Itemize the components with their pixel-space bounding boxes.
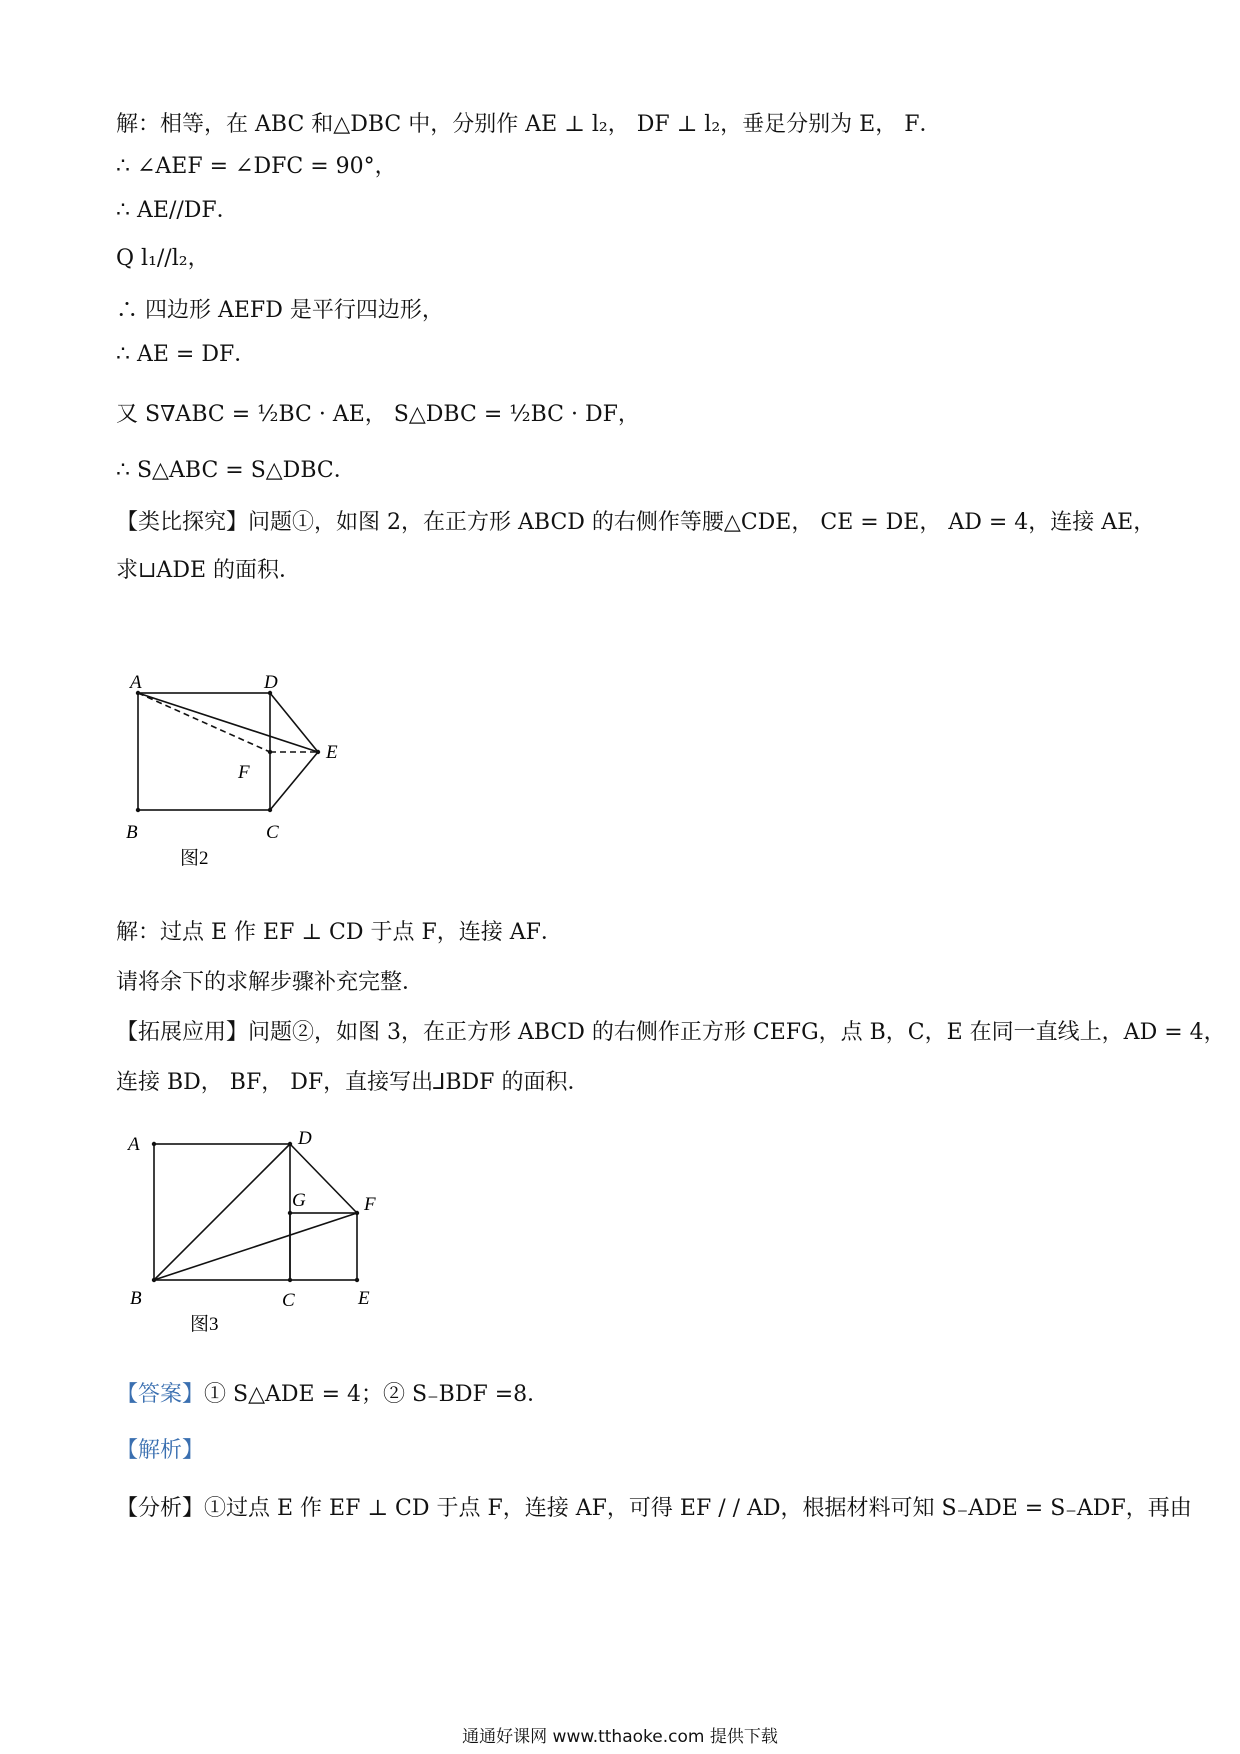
segment-ae [138,693,318,752]
solution-line-2: ∴ ∠AEF = ∠DFC = 90°， [116,154,397,179]
label-a: A [130,672,142,693]
figure-2 [118,668,358,878]
analysis-tag: 【解析】 [116,1438,205,1463]
solution-line-6: ∴ AE = DF． [116,342,257,367]
solution-line-4: Q l₁//l₂， [116,246,210,271]
problem1-line-2: 求⊔ADE 的面积． [116,558,302,583]
figure-3 [118,1128,408,1338]
answer-text: ① S△ADE = 4；② S₋BDF =8． [204,1382,550,1407]
answer-tag: 【答案】 [116,1382,205,1407]
segment-de [270,693,318,752]
label-a: A [128,1134,140,1155]
label-b: B [126,822,138,843]
problem1-line-1: 【类比探究】问题①，如图 2，在正方形 ABCD 的右侧作等腰△CDE， CE = DE， AD = 4，连接 AE， [116,510,1156,535]
label-e: E [358,1288,370,1309]
label-d: D [264,672,278,693]
label-c: C [282,1290,295,1311]
label-f: F [364,1194,376,1215]
answer-line [116,1380,549,1410]
solution-line-8: ∴ S△ABC = S△DBC． [116,458,356,483]
problem2-line-2: 连接 BD， BF， DF，直接写出⅃BDF 的面积． [116,1070,590,1095]
solution-step-line: 解：过点 E 作 EF ⊥ CD 于点 F，连接 AF． [116,920,563,945]
segment-bd [154,1144,290,1280]
square-cefg [290,1213,357,1280]
segment-af [138,693,270,752]
label-c: C [266,822,279,843]
segment-ce [270,752,318,810]
figure-2-caption: 图2 [180,848,209,869]
figure-3-caption: 图3 [190,1314,219,1335]
segment-bf [154,1213,357,1280]
solution-line-1: 解：相等，在 ABC 和△DBC 中，分别作 AE ⊥ l₂， DF ⊥ l₂，垂足分别为 E， F． [116,112,942,137]
solution-line-3: ∴ AE//DF． [116,198,239,223]
label-b: B [130,1288,142,1309]
instruction-line: 请将余下的求解步骤补充完整． [116,970,425,995]
problem2-line-1: 【拓展应用】问题②，如图 3，在正方形 ABCD 的右侧作正方形 CEFG，点 B，C，E 在同一直线上，AD = 4， [116,1020,1226,1045]
square-abcd [138,693,270,810]
page-footer: 通通好课网 www.tthaoke.com 提供下载 [462,1727,778,1747]
label-g: G [292,1190,306,1211]
solution-line-5: ∴ 四边形 AEFD 是平行四边形， [116,298,444,323]
label-d: D [298,1128,312,1149]
label-f: F [238,762,250,783]
label-e: E [326,742,338,763]
analysis-line: 【分析】①过点 E 作 EF ⊥ CD 于点 F，连接 AF，可得 EF / / AD，根据材料可知 S₋ADE = S₋ADF，再由 [116,1496,1192,1521]
solution-line-7: 又 S∇ABC = ½BC · AE， S△DBC = ½BC · DF， [116,402,640,427]
